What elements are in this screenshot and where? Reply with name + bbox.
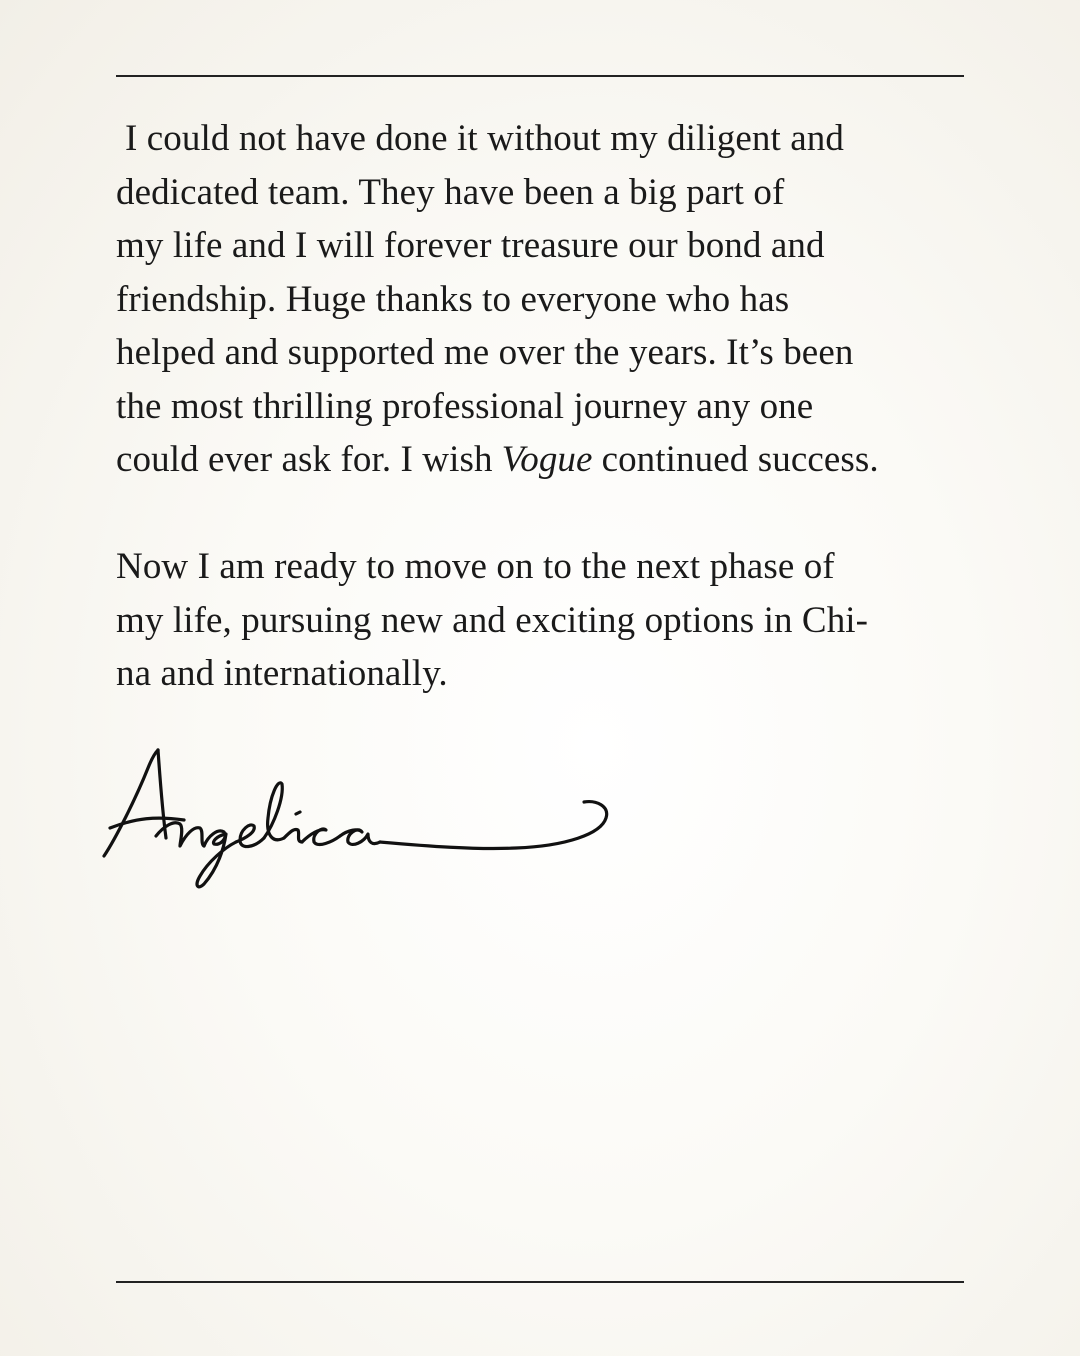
- paragraph-1: [116, 112, 976, 487]
- top-rule: [116, 75, 964, 77]
- letter-text: continued success.: [601, 439, 879, 480]
- letter-text: could ever ask for. I wish: [116, 439, 493, 480]
- magazine-title: Vogue: [501, 439, 593, 480]
- letter-line: friendship. Huge thanks to everyone who has: [116, 278, 790, 320]
- letter-line: helped and supported me over the years. It’s been: [116, 332, 854, 373]
- signature-icon: [96, 738, 626, 903]
- letter-last-line: [116, 433, 976, 487]
- paragraph-2: [116, 540, 976, 701]
- bottom-rule: [116, 1281, 964, 1283]
- letter-line: Now I am ready to move on to the next phase of: [116, 546, 835, 587]
- letter-line: na and internationally.: [116, 653, 448, 694]
- letter-line: I could not have done it without my diligent and: [125, 118, 844, 159]
- letter-line: dedicated team. They have been a big part of: [116, 171, 785, 213]
- letter-line: the most thrilling professional journey any one: [116, 385, 814, 427]
- letter-line: my life, pursuing new and exciting options in Chi-: [116, 599, 869, 641]
- letter-body: [116, 112, 976, 701]
- letter-line: my life and I will forever treasure our bond and: [116, 225, 825, 266]
- paragraph-spacer: [116, 487, 976, 541]
